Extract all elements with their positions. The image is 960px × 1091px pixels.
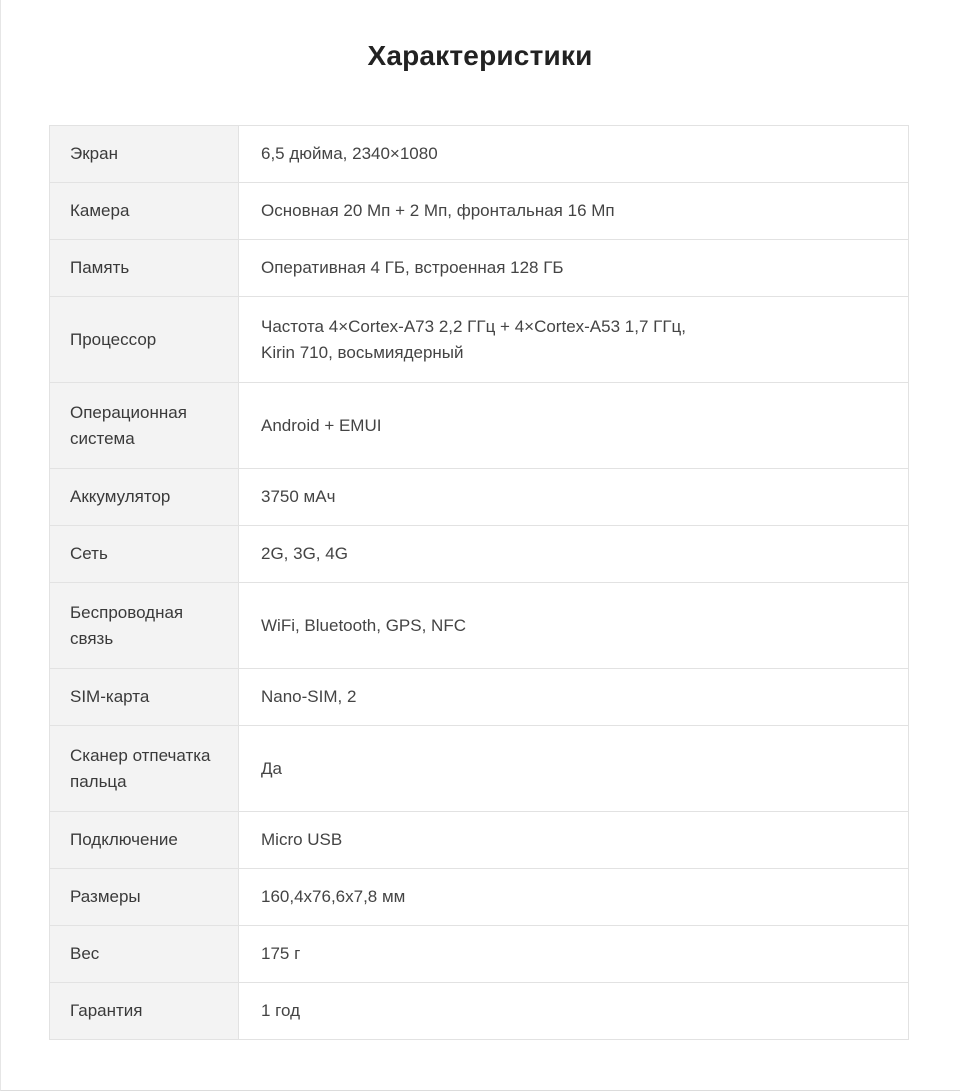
spec-value-line: 175 г — [261, 944, 301, 963]
spec-value — [239, 812, 909, 869]
spec-value — [239, 297, 909, 383]
spec-label: Камера — [50, 183, 239, 240]
spec-value — [239, 383, 909, 469]
spec-value — [239, 126, 909, 183]
spec-value — [239, 726, 909, 812]
spec-value-line: 6,5 дюйма, 2340×1080 — [261, 144, 438, 163]
spec-label: Аккумулятор — [50, 469, 239, 526]
spec-value — [239, 183, 909, 240]
spec-row — [50, 726, 909, 812]
spec-value-line: 1 год — [261, 1001, 301, 1020]
spec-row — [50, 669, 909, 726]
spec-value — [239, 583, 909, 669]
spec-label: Размеры — [50, 869, 239, 926]
spec-value-line: Частота 4×Cortex-A73 2,2 ГГц + 4×Cortex-A53 1,7 ГГц, — [261, 316, 687, 336]
spec-label: Память — [50, 240, 239, 297]
spec-value — [239, 926, 909, 983]
specs-table-body — [50, 126, 909, 1040]
spec-row — [50, 983, 909, 1040]
spec-label: Сеть — [50, 526, 239, 583]
spec-value-line: Nano-SIM, 2 — [261, 687, 357, 706]
spec-value-line: Android + EMUI — [261, 415, 382, 435]
spec-value — [239, 983, 909, 1040]
spec-row — [50, 183, 909, 240]
spec-row — [50, 126, 909, 183]
spec-label: Беспроводная связь — [50, 583, 239, 669]
spec-value — [239, 869, 909, 926]
spec-row — [50, 383, 909, 469]
spec-label: Сканер отпечатка пальца — [50, 726, 239, 812]
page-title: Характеристики — [367, 40, 593, 71]
spec-row — [50, 297, 909, 383]
spec-row — [50, 583, 909, 669]
specs-table — [49, 125, 909, 1040]
spec-label: SIM-карта — [50, 669, 239, 726]
spec-value — [239, 469, 909, 526]
spec-row — [50, 526, 909, 583]
spec-value — [239, 526, 909, 583]
spec-value-line: WiFi, Bluetooth, GPS, NFC — [261, 615, 466, 635]
spec-value — [239, 240, 909, 297]
spec-value-line: 2G, 3G, 4G — [261, 544, 348, 563]
spec-value-line: Micro USB — [261, 830, 343, 849]
spec-row — [50, 869, 909, 926]
spec-row — [50, 469, 909, 526]
spec-label: Процессор — [50, 297, 239, 383]
spec-value-line: Да — [261, 758, 282, 778]
spec-value-line: 160,4x76,6x7,8 мм — [261, 887, 406, 906]
spec-value-line: 3750 мАч — [261, 487, 336, 506]
spec-row — [50, 926, 909, 983]
spec-label: Операционная система — [50, 383, 239, 469]
spec-value-line: Kirin 710, восьмиядерный — [261, 342, 464, 362]
spec-label: Вес — [50, 926, 239, 983]
spec-value — [239, 669, 909, 726]
spec-value-line: Оперативная 4 ГБ, встроенная 128 ГБ — [261, 258, 564, 277]
spec-row — [50, 812, 909, 869]
spec-label: Гарантия — [50, 983, 239, 1040]
spec-value-line: Основная 20 Мп + 2 Мп, фронтальная 16 Мп — [261, 201, 615, 220]
spec-row — [50, 240, 909, 297]
spec-label: Подключение — [50, 812, 239, 869]
spec-label: Экран — [50, 126, 239, 183]
